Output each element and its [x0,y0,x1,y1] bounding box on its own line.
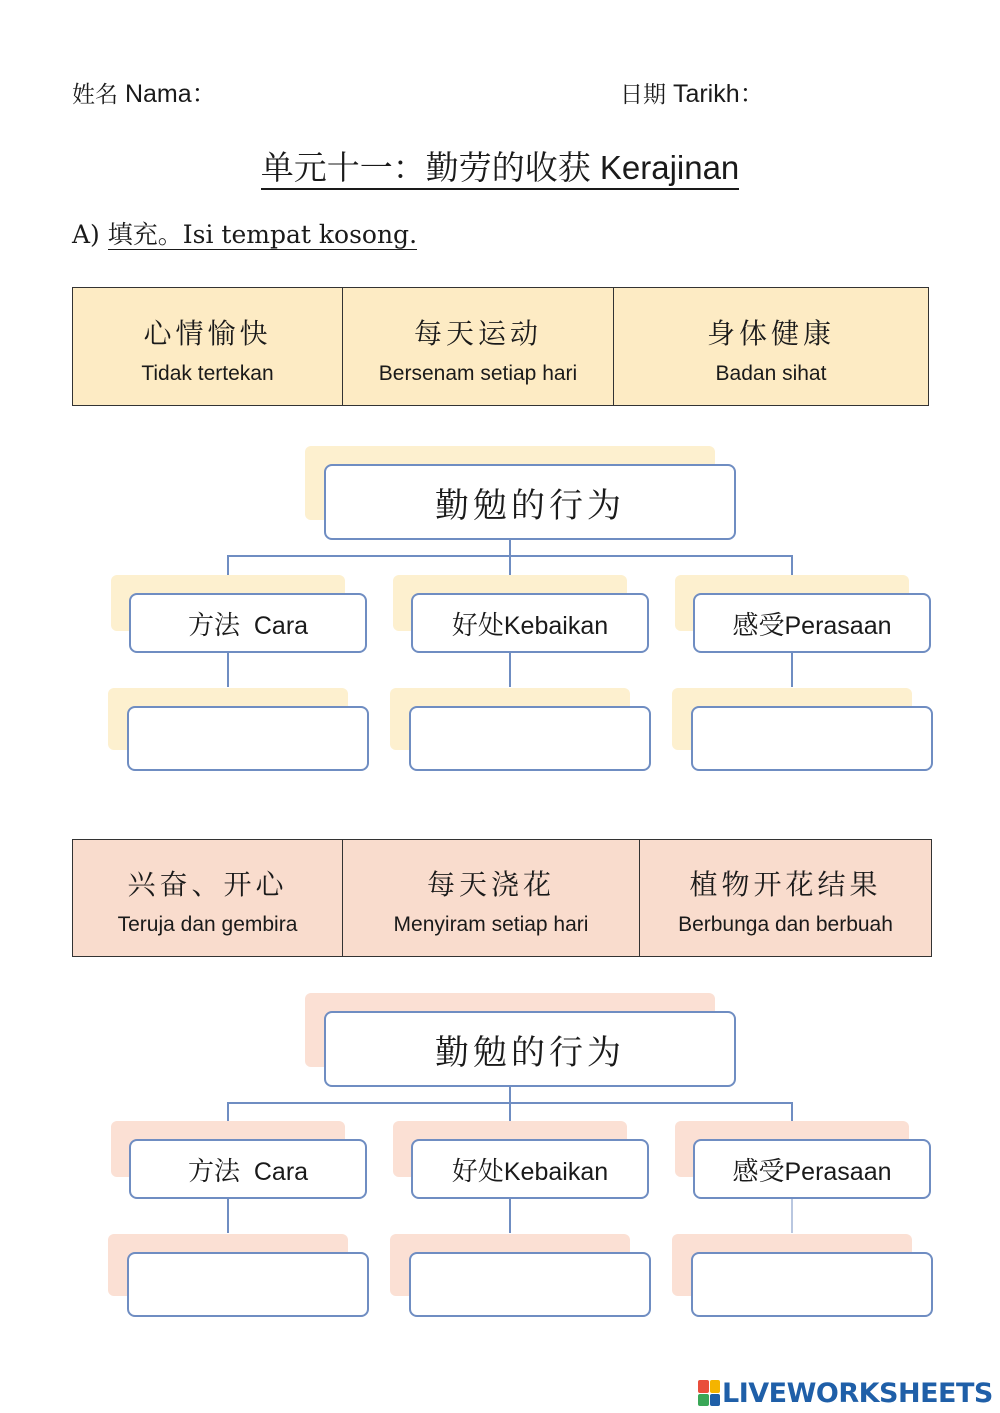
word-bank-table-1 [72,287,929,406]
diagram-title: 勤勉的行为 [435,1032,625,1073]
word-bank-table-2 [72,839,932,957]
connector-line [227,1199,229,1233]
brand-name: LIVEWORKSHEETS [722,1377,993,1409]
branch-label-ms: Kebaikan [503,611,609,640]
answer-box-method[interactable] [127,706,369,771]
word-ms: Tidak tertekan [141,361,274,385]
page-title [0,142,1000,189]
branch-label-zh: 好处 [451,1156,504,1187]
answer-box-feeling[interactable] [691,1252,933,1317]
branch-label-ms: Cara [253,611,309,640]
branch-label-zh: 方法 [187,610,240,641]
diagram-title-box [324,1011,736,1087]
section-heading [72,215,417,251]
word-ms: Badan sihat [715,361,827,385]
connector-line [509,1087,511,1103]
branch-box-benefit [411,1139,649,1199]
connector-line [509,1199,511,1233]
branch-label-ms: Perasaan [784,611,892,640]
connector-line [791,653,793,687]
liveworksheets-logo[interactable] [698,1376,998,1410]
branch-label [732,605,891,642]
branch-label [188,1151,308,1188]
liveworksheets-logo-icon [698,1380,720,1406]
word-bank-cell [640,840,932,957]
branch-box-method [129,1139,367,1199]
word-bank-cell [343,840,640,957]
branch-label [452,605,608,642]
word-bank-cell [73,288,343,406]
branch-label-zh: 好处 [451,610,504,641]
branch-label-ms: Perasaan [784,1157,892,1186]
word-zh: 每天运动 [413,316,542,350]
word-ms: Bersenam setiap hari [378,361,578,385]
date-field-label [620,74,765,110]
answer-box-feeling[interactable] [691,706,933,771]
name-label-zh: 姓名 [72,82,118,108]
word-bank-cell [343,288,614,406]
title-zh: 单元十一：勤劳的收获 [260,148,591,187]
branch-box-feeling [693,593,931,653]
diagram-title: 勤勉的行为 [435,485,625,526]
word-zh: 植物开花结果 [689,868,882,901]
section-zh: 填充。 [107,220,183,249]
word-ms: Teruja dan gembira [117,913,298,936]
word-bank-cell [73,840,343,957]
branch-label-zh: 方法 [187,1156,240,1187]
branch-label [732,1151,891,1188]
section-ms: Isi tempat kosong. [182,220,418,249]
branch-label [452,1151,608,1188]
branch-box-method [129,593,367,653]
branch-box-benefit [411,593,649,653]
connector-line [791,1199,793,1233]
word-zh: 心情愉快 [143,316,272,350]
branch-label [188,605,308,642]
branch-label-ms: Cara [253,1157,309,1186]
word-zh: 兴奋、开心 [127,868,288,901]
date-label-zh: 日期 [620,82,666,108]
branch-label-zh: 感受 [732,1156,785,1187]
connector-line [509,540,511,556]
connector-line [509,653,511,687]
word-zh: 身体健康 [706,316,835,350]
date-label-ms: Tarikh： [672,80,765,108]
word-bank-cell [614,288,929,406]
title-ms: Kerajinan [599,149,740,186]
branch-box-feeling [693,1139,931,1199]
branch-label-ms: Kebaikan [503,1157,609,1186]
word-ms: Berbunga dan berbuah [678,913,893,936]
diagram-title-box [324,464,736,540]
word-zh: 每天浇花 [426,868,555,901]
connector-line [227,653,229,687]
word-ms: Menyiram setiap hari [393,913,589,936]
section-label: A) [72,220,100,249]
branch-label-zh: 感受 [732,610,785,641]
name-field-label [72,74,217,110]
answer-box-benefit[interactable] [409,1252,651,1317]
answer-box-method[interactable] [127,1252,369,1317]
answer-box-benefit[interactable] [409,706,651,771]
name-label-ms: Nama： [124,80,217,108]
